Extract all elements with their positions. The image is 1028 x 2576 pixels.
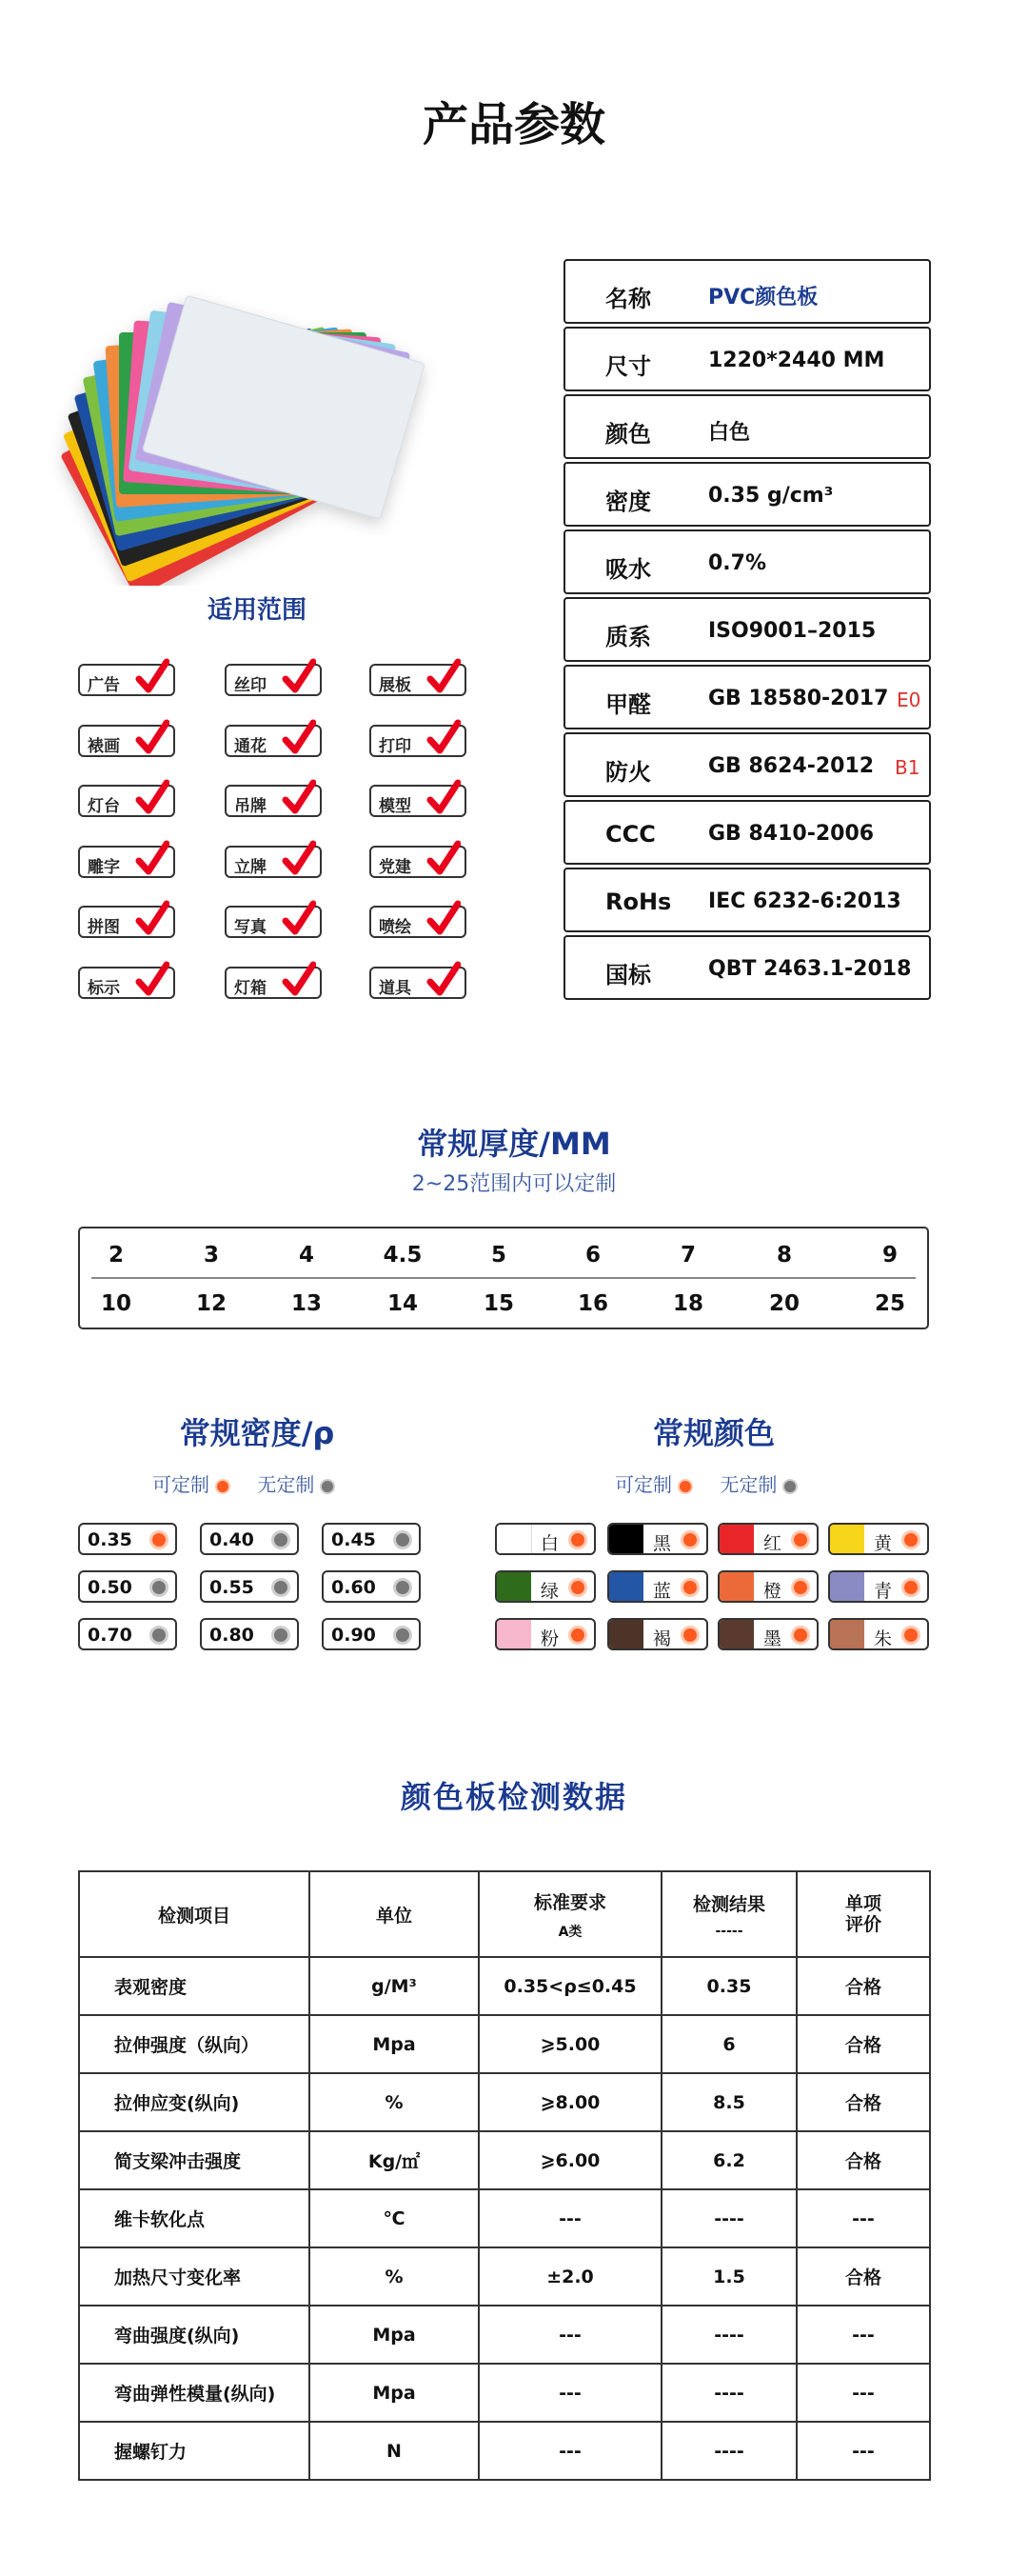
table-row	[79, 2306, 930, 2364]
usage-tag	[225, 906, 322, 938]
thickness-value: 4.5	[383, 1243, 423, 1268]
parameter-value: 白色	[708, 421, 751, 445]
header-result: 检测结果 -----	[662, 1871, 797, 1957]
colors-legend	[615, 1469, 798, 1497]
density-option	[322, 1523, 421, 1555]
table-cell-standard: ---	[479, 2306, 662, 2364]
parameter-row	[563, 529, 931, 594]
table-cell-item: 加热尺寸变化率	[79, 2247, 309, 2306]
parameter-key: 吸水	[605, 556, 651, 583]
thickness-value: 2	[108, 1243, 124, 1268]
parameter-row	[563, 665, 931, 729]
density-option	[78, 1618, 177, 1650]
usage-tag	[78, 785, 175, 817]
orange-dot-icon	[681, 1578, 700, 1597]
color-swatch	[609, 1572, 643, 1601]
usage-tag-label: 喷绘	[379, 918, 411, 937]
color-name: 白	[541, 1533, 560, 1554]
density-value: 0.45	[331, 1529, 376, 1550]
usage-tag	[369, 846, 466, 878]
orange-dot-icon	[791, 1530, 810, 1549]
table-cell-result: 1.5	[662, 2247, 797, 2306]
thickness-value: 9	[881, 1243, 898, 1268]
checkmark-icon	[426, 719, 461, 757]
density-value: 0.55	[209, 1577, 254, 1598]
color-option	[718, 1523, 819, 1555]
density-option	[200, 1570, 299, 1603]
product-sample-fan-image	[43, 243, 538, 586]
orange-dot-icon	[568, 1530, 587, 1549]
table-cell-eval: 合格	[797, 1957, 930, 2015]
parameter-value: 1220*2440 MM	[708, 349, 885, 372]
checkmark-icon	[282, 900, 316, 938]
color-option	[607, 1523, 708, 1555]
color-name: 青	[874, 1581, 893, 1602]
page-title: 产品参数	[422, 98, 605, 151]
header-item: 检测项目	[79, 1871, 309, 1957]
usage-tag-label: 灯台	[88, 797, 120, 816]
color-option	[718, 1570, 819, 1603]
density-section-title: 常规密度/ρ	[179, 1415, 335, 1451]
density-value: 0.60	[331, 1577, 376, 1598]
table-cell-result: ----	[662, 2306, 797, 2364]
color-name: 褐	[653, 1628, 672, 1649]
usage-tag-label: 道具	[379, 978, 411, 998]
table-cell-item: 握螺钉力	[79, 2422, 309, 2480]
thickness-value: 13	[290, 1291, 322, 1316]
thickness-value: 4	[298, 1243, 314, 1268]
usage-tag-label: 裱画	[88, 736, 120, 756]
parameter-key: 防火	[605, 759, 651, 786]
color-swatch	[497, 1572, 531, 1601]
color-name: 墨	[763, 1628, 782, 1649]
table-cell-standard: ⩾6.00	[479, 2131, 662, 2189]
usage-tag-label: 通花	[234, 736, 267, 756]
table-cell-result: 6.2	[662, 2131, 797, 2189]
thickness-value: 20	[768, 1291, 800, 1316]
density-value: 0.80	[209, 1625, 254, 1646]
checkmark-icon	[282, 961, 316, 999]
usage-tag	[225, 967, 322, 999]
parameter-value: GB 8624-2012	[708, 754, 875, 778]
parameter-row	[563, 868, 931, 932]
parameter-value: 0.7%	[708, 551, 767, 575]
parameter-key: 颜色	[605, 421, 651, 448]
parameter-grade-badge: B1	[895, 756, 920, 779]
header-unit: 单位	[309, 1871, 479, 1957]
density-value: 0.35	[88, 1529, 132, 1550]
table-row	[79, 2364, 930, 2422]
color-swatch	[497, 1525, 532, 1553]
thickness-value: 14	[386, 1291, 418, 1316]
table-cell-result: ----	[662, 2422, 797, 2480]
table-cell-unit: %	[309, 2073, 479, 2131]
table-cell-unit: g/M³	[309, 1957, 479, 2015]
orange-dot-icon	[568, 1626, 587, 1645]
parameter-value: PVC颜色板	[708, 286, 819, 310]
density-value: 0.90	[331, 1625, 376, 1646]
density-value: 0.50	[88, 1577, 132, 1598]
usage-tag	[369, 664, 466, 696]
table-cell-eval: ---	[797, 2189, 930, 2247]
color-option	[495, 1618, 596, 1650]
checkmark-icon	[135, 658, 169, 696]
color-swatch	[609, 1525, 643, 1553]
colors-section-title: 常规颜色	[652, 1415, 775, 1451]
gray-dot-icon	[149, 1626, 168, 1645]
table-cell-standard: ±2.0	[479, 2247, 662, 2306]
parameter-row	[563, 935, 931, 1000]
color-name: 粉	[541, 1628, 560, 1649]
thickness-value: 6	[584, 1243, 601, 1268]
color-option	[495, 1523, 596, 1555]
checkmark-icon	[282, 719, 316, 757]
usage-tag-label: 雕字	[88, 857, 120, 877]
usage-tag-label: 模型	[379, 797, 411, 816]
legend-customizable-label: 可定制	[152, 1473, 209, 1496]
legend-gray-dot-icon	[782, 1479, 798, 1494]
checkmark-icon	[426, 900, 461, 938]
table-cell-unit: Mpa	[309, 2364, 479, 2422]
table-cell-standard: 0.35<ρ≤0.45	[479, 1957, 662, 2015]
color-swatch	[830, 1525, 864, 1553]
table-row	[79, 2131, 930, 2189]
checkmark-icon	[426, 658, 461, 696]
parameter-value: GB 18580-2017	[708, 687, 889, 710]
table-cell-unit: N	[309, 2422, 479, 2480]
color-name: 黄	[874, 1533, 893, 1554]
checkmark-icon	[135, 719, 169, 757]
parameter-row	[563, 732, 931, 797]
parameter-row	[563, 800, 931, 865]
orange-dot-icon	[568, 1578, 587, 1597]
usage-tag-label: 标示	[88, 978, 120, 998]
test-data-table	[78, 1870, 931, 2481]
table-cell-item: 简支梁冲击强度	[79, 2131, 309, 2189]
table-cell-standard: ---	[479, 2364, 662, 2422]
usage-section-title: 适用范围	[207, 596, 306, 625]
color-option	[607, 1570, 708, 1603]
thickness-value: 10	[100, 1291, 131, 1316]
thickness-value: 25	[874, 1291, 905, 1316]
color-option	[828, 1523, 929, 1555]
gray-dot-icon	[271, 1626, 290, 1645]
table-cell-standard: ---	[479, 2422, 662, 2480]
parameter-key: 尺寸	[605, 353, 651, 380]
parameter-value: QBT 2463.1-2018	[708, 957, 912, 981]
parameter-row	[563, 327, 931, 391]
usage-tag-label: 打印	[379, 736, 411, 756]
gray-dot-icon	[271, 1530, 290, 1549]
legend-orange-dot-icon	[215, 1479, 230, 1494]
table-cell-result: ----	[662, 2189, 797, 2247]
orange-dot-icon	[791, 1626, 810, 1645]
density-option	[200, 1523, 299, 1555]
usage-tag-label: 拼图	[88, 918, 120, 937]
thickness-section-title: 常规厚度/MM	[417, 1126, 611, 1162]
table-cell-result: 6	[662, 2015, 797, 2073]
checkmark-icon	[426, 779, 461, 817]
parameter-value: ISO9001–2015	[708, 619, 877, 643]
thickness-value: 5	[490, 1243, 506, 1268]
header-standard: 标准要求 A类	[479, 1871, 662, 1957]
parameter-grade-badge: E0	[897, 689, 921, 711]
usage-tag	[369, 725, 466, 757]
table-cell-eval: ---	[797, 2306, 930, 2364]
color-option	[828, 1570, 929, 1603]
usage-tag	[78, 906, 175, 938]
legend-orange-dot-icon	[678, 1479, 693, 1494]
legend-not-customizable-label: 无定制	[720, 1473, 778, 1496]
usage-tag	[78, 967, 175, 999]
table-cell-result: 8.5	[662, 2073, 797, 2131]
checkmark-icon	[135, 900, 169, 938]
legend-gray-dot-icon	[320, 1479, 335, 1494]
gray-dot-icon	[393, 1530, 412, 1549]
density-option	[322, 1618, 421, 1650]
table-cell-item: 弯曲强度(纵向)	[79, 2306, 309, 2364]
color-swatch	[830, 1572, 864, 1601]
table-cell-eval: 合格	[797, 2073, 930, 2131]
parameter-key: 密度	[605, 489, 651, 515]
parameter-key: RoHs	[605, 889, 672, 915]
color-option	[828, 1618, 929, 1650]
usage-tag-label: 丝印	[234, 676, 267, 695]
legend-not-customizable-label: 无定制	[257, 1473, 315, 1496]
usage-tag-label: 写真	[234, 918, 267, 937]
test-table-header-row	[79, 1871, 930, 1957]
density-value: 0.70	[88, 1625, 132, 1646]
parameter-key: 甲醛	[605, 691, 651, 718]
header-eval: 单项 评价	[797, 1871, 930, 1957]
checkmark-icon	[282, 658, 316, 696]
gray-dot-icon	[393, 1578, 412, 1597]
gray-dot-icon	[271, 1578, 290, 1597]
orange-dot-icon	[901, 1626, 920, 1645]
parameter-row	[563, 259, 931, 324]
orange-dot-icon	[149, 1530, 168, 1549]
checkmark-icon	[135, 840, 169, 878]
thickness-section-subtitle: 2~25范围内可以定制	[411, 1172, 617, 1196]
color-swatch	[497, 1620, 531, 1648]
checkmark-icon	[135, 779, 169, 817]
table-row	[79, 2247, 930, 2306]
table-cell-item: 拉伸应变(纵向)	[79, 2073, 309, 2131]
table-cell-eval: 合格	[797, 2131, 930, 2189]
usage-tag	[225, 725, 322, 757]
density-option	[322, 1570, 421, 1603]
table-cell-item: 表观密度	[79, 1957, 309, 2015]
table-cell-eval: ---	[797, 2422, 930, 2480]
usage-tag	[78, 725, 175, 757]
color-swatch	[609, 1620, 643, 1648]
table-cell-eval: ---	[797, 2364, 930, 2422]
table-row	[79, 2015, 930, 2073]
checkmark-icon	[282, 779, 316, 817]
table-row	[79, 2422, 930, 2480]
table-cell-standard: ⩾5.00	[479, 2015, 662, 2073]
thickness-value: 16	[577, 1291, 608, 1316]
density-option	[78, 1570, 177, 1603]
color-swatch	[720, 1620, 754, 1648]
table-cell-result: 0.35	[662, 1957, 797, 2015]
table-cell-unit: Mpa	[309, 2306, 479, 2364]
usage-tag	[225, 785, 322, 817]
color-option	[718, 1618, 819, 1650]
table-cell-unit: Mpa	[309, 2015, 479, 2073]
color-name: 朱	[874, 1628, 893, 1649]
usage-tag	[78, 846, 175, 878]
table-cell-unit: ℃	[309, 2189, 479, 2247]
thickness-value: 3	[203, 1243, 219, 1268]
parameter-row	[563, 597, 931, 662]
table-cell-eval: 合格	[797, 2247, 930, 2306]
thickness-divider	[91, 1277, 916, 1279]
parameter-key: 名称	[605, 286, 651, 312]
parameter-key: CCC	[605, 821, 656, 848]
color-name: 蓝	[653, 1581, 672, 1602]
legend-customizable-label: 可定制	[615, 1473, 672, 1496]
table-cell-unit: Kg/㎡	[309, 2131, 479, 2189]
parameter-row	[563, 394, 931, 459]
table-row	[79, 2189, 930, 2247]
table-cell-unit: %	[309, 2247, 479, 2306]
gray-dot-icon	[149, 1578, 168, 1597]
thickness-value: 15	[483, 1291, 514, 1316]
orange-dot-icon	[901, 1578, 920, 1597]
thickness-value: 7	[680, 1243, 696, 1268]
table-row	[79, 1957, 930, 2015]
checkmark-icon	[135, 961, 169, 999]
usage-tag	[369, 785, 466, 817]
usage-tag-label: 党建	[379, 857, 411, 877]
parameter-key: 国标	[605, 962, 651, 988]
table-cell-item: 拉伸强度（纵向）	[79, 2015, 309, 2073]
color-option	[495, 1570, 596, 1603]
parameter-row	[563, 462, 931, 527]
test-data-section-title: 颜色板检测数据	[400, 1779, 627, 1815]
color-name: 绿	[541, 1581, 560, 1602]
thickness-value: 18	[672, 1291, 703, 1316]
color-option	[607, 1618, 708, 1650]
parameter-key: 质系	[605, 624, 651, 650]
orange-dot-icon	[901, 1530, 920, 1549]
table-cell-result: ----	[662, 2364, 797, 2422]
usage-tag	[369, 906, 466, 938]
usage-tag-label: 立牌	[234, 857, 267, 877]
gray-dot-icon	[393, 1626, 412, 1645]
color-name: 黑	[653, 1533, 672, 1554]
table-row	[79, 2073, 930, 2131]
orange-dot-icon	[681, 1530, 700, 1549]
density-option	[200, 1618, 299, 1650]
checkmark-icon	[426, 961, 461, 999]
density-option	[78, 1523, 177, 1555]
color-name: 橙	[763, 1581, 782, 1602]
usage-tag	[369, 967, 466, 999]
usage-tag	[225, 846, 322, 878]
table-cell-standard: ⩾8.00	[479, 2073, 662, 2131]
color-swatch	[830, 1620, 864, 1648]
color-name: 红	[763, 1533, 782, 1554]
thickness-value: 8	[776, 1243, 792, 1268]
usage-tag	[78, 664, 175, 696]
orange-dot-icon	[791, 1578, 810, 1597]
color-swatch	[720, 1572, 754, 1601]
usage-tag	[225, 664, 322, 696]
checkmark-icon	[282, 840, 316, 878]
usage-tag-label: 展板	[379, 676, 411, 695]
thickness-value: 12	[195, 1291, 227, 1316]
table-cell-eval: 合格	[797, 2015, 930, 2073]
parameter-value: 0.35 g/cm³	[708, 484, 834, 508]
usage-tag-label: 广告	[88, 676, 120, 695]
checkmark-icon	[426, 840, 461, 878]
orange-dot-icon	[681, 1626, 700, 1645]
parameter-value: IEC 6232-6:2013	[708, 889, 901, 913]
color-swatch	[720, 1525, 754, 1553]
table-cell-standard: ---	[479, 2189, 662, 2247]
parameter-value: GB 8410-2006	[708, 822, 875, 846]
density-legend	[152, 1469, 335, 1497]
usage-tag-label: 灯箱	[234, 978, 267, 998]
density-value: 0.40	[209, 1529, 254, 1550]
table-cell-item: 维卡软化点	[79, 2189, 309, 2247]
table-cell-item: 弯曲弹性模量(纵向)	[79, 2364, 309, 2422]
usage-tag-label: 吊牌	[234, 797, 267, 816]
